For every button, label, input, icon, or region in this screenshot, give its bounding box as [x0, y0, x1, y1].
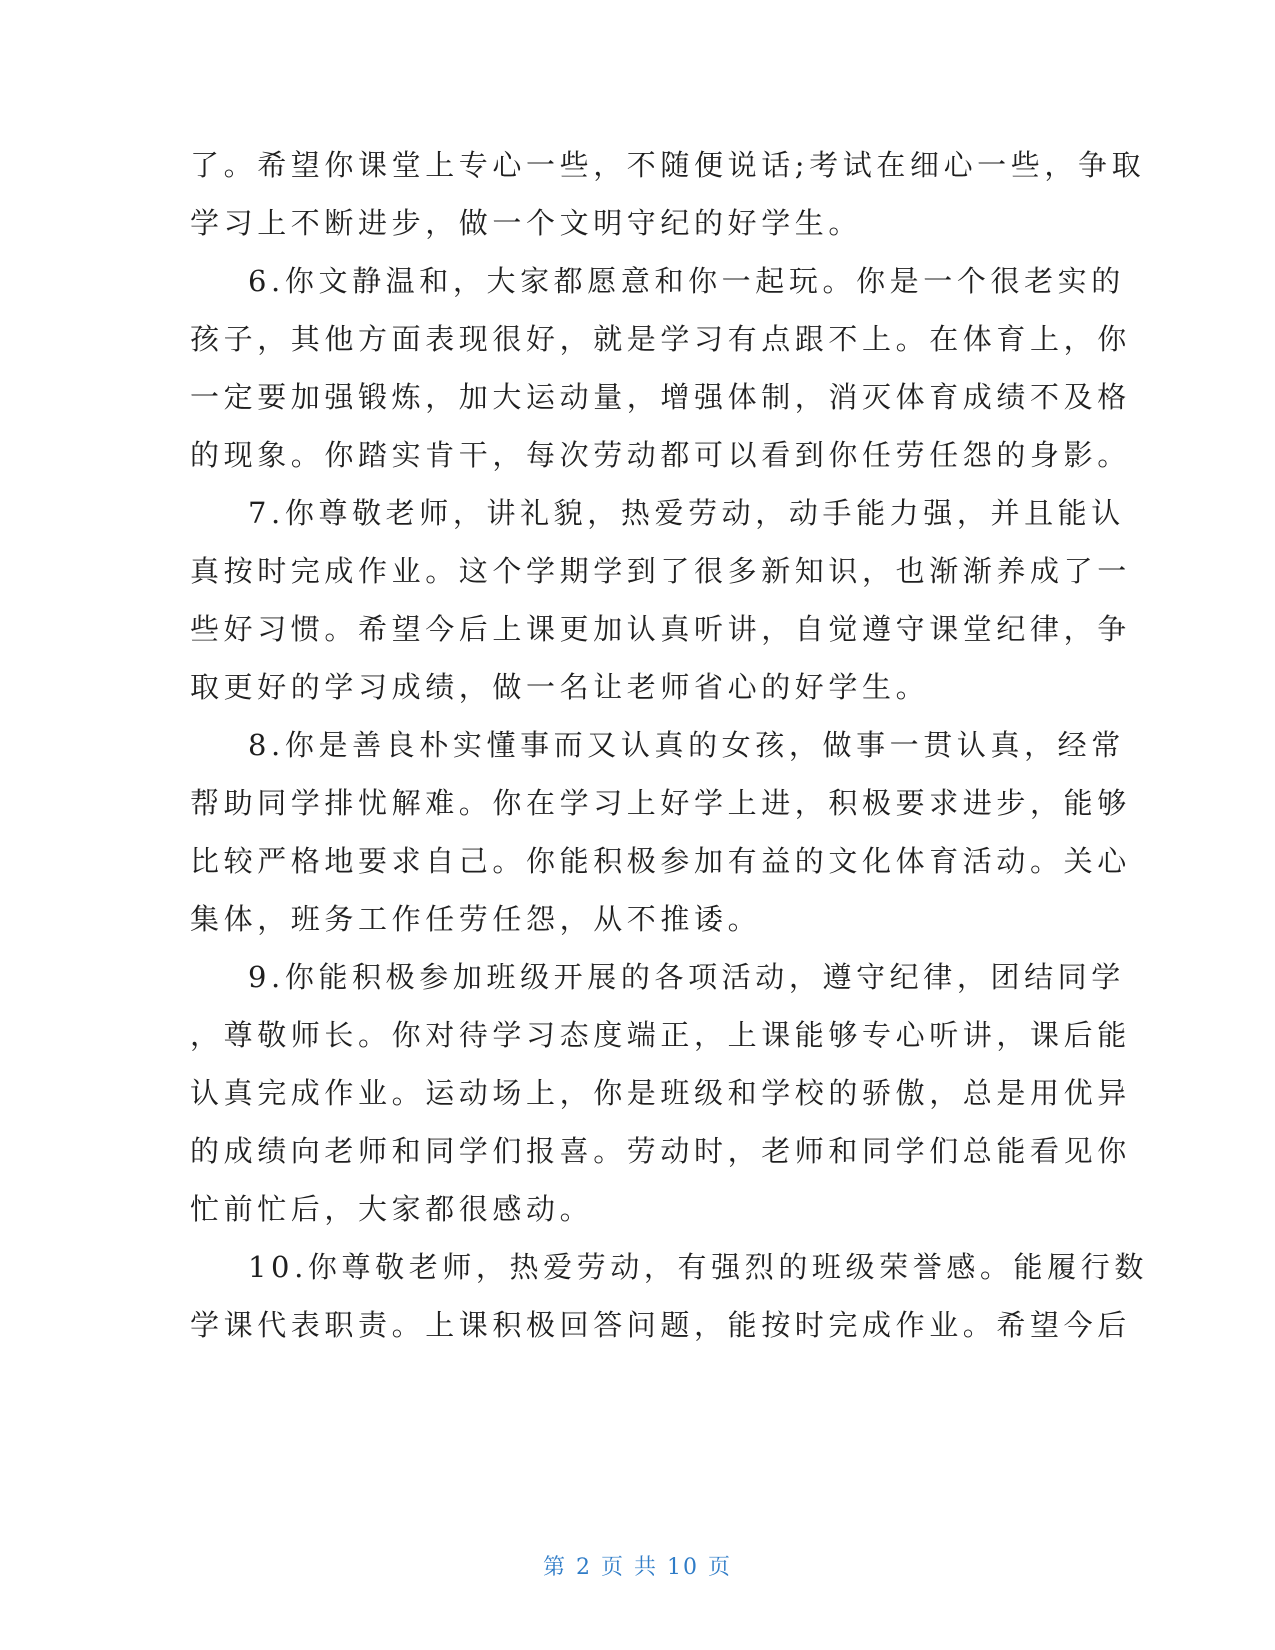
text-line-18: 的成绩向老师和同学们报喜。劳动时，老师和同学们总能看见你 [190, 1134, 1131, 1168]
text-line-16: ，尊敬师长。你对待学习态度端正，上课能够专心听讲，课后能 [190, 1018, 1131, 1052]
text-line-9: 些好习惯。希望今后上课更加认真听讲，自觉遵守课堂纪律，争 [190, 612, 1131, 646]
text-line-6: 的现象。你踏实肯干，每次劳动都可以看到你任劳任怨的身影。 [190, 438, 1131, 472]
text-line-21: 学课代表职责。上课积极回答问题，能按时完成作业。希望今后 [190, 1308, 1131, 1342]
text-line-17: 认真完成作业。运动场上，你是班级和学校的骄傲，总是用优异 [190, 1076, 1131, 1110]
page-number-footer: 第 2 页 共 10 页 [543, 1555, 732, 1580]
text-line-5: 一定要加强锻炼，加大运动量，增强体制，消灭体育成绩不及格 [190, 380, 1131, 414]
text-line-14: 集体，班务工作任劳任怨，从不推诿。 [190, 902, 762, 936]
text-line-19: 忙前忙后，大家都很感动。 [190, 1192, 594, 1226]
paragraph-7-start: 7.你尊敬老师，讲礼貌，热爱劳动，动手能力强，并且能认 [248, 496, 1125, 530]
paragraph-8-start: 8.你是善良朴实懂事而又认真的女孩，做事一贯认真，经常 [248, 728, 1125, 762]
text-line-13: 比较严格地要求自己。你能积极参加有益的文化体育活动。关心 [190, 844, 1131, 878]
text-line-4: 孩子，其他方面表现很好，就是学习有点跟不上。在体育上，你 [190, 322, 1131, 356]
text-line-10: 取更好的学习成绩，做一名让老师省心的好学生。 [190, 670, 930, 704]
paragraph-6-start: 6.你文静温和，大家都愿意和你一起玩。你是一个很老实的 [248, 264, 1125, 298]
paragraph-10-start: 10.你尊敬老师，热爱劳动，有强烈的班级荣誉感。能履行数 [248, 1250, 1148, 1284]
paragraph-9-start: 9.你能积极参加班级开展的各项活动，遵守纪律，团结同学 [248, 960, 1125, 994]
text-line-1: 了。希望你课堂上专心一些，不随便说话;考试在细心一些，争取 [190, 148, 1146, 182]
text-line-2: 学习上不断进步，做一个文明守纪的好学生。 [190, 206, 863, 240]
text-line-12: 帮助同学排忧解难。你在学习上好学上进，积极要求进步，能够 [190, 786, 1131, 820]
text-line-8: 真按时完成作业。这个学期学到了很多新知识，也渐渐养成了一 [190, 554, 1131, 588]
